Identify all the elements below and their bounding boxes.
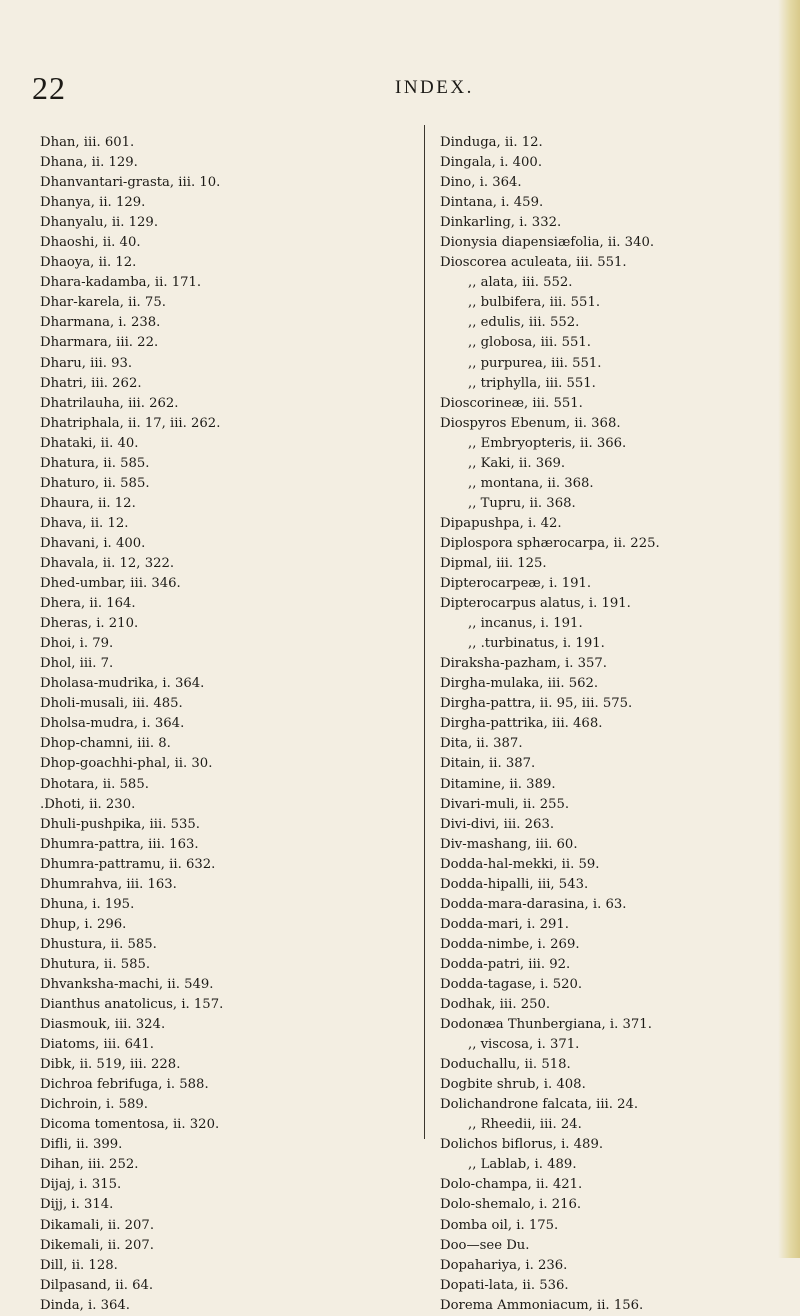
index-entry: ,, incanus, i. 191.	[468, 616, 583, 632]
index-entry: Dhutura, ii. 585.	[40, 956, 151, 972]
index-entry: Dhustura, ii. 585.	[40, 936, 157, 952]
page-number: 22	[32, 70, 66, 106]
index-entry: Dhavala, ii. 12, 322.	[40, 555, 175, 571]
index-entry: .Dhoti, ii. 230.	[40, 796, 136, 812]
index-entry: Dopahariya, i. 236.	[440, 1257, 568, 1273]
index-entry: Dita, ii. 387.	[440, 736, 523, 752]
index-entry: Divi-divi, iii. 263.	[440, 816, 555, 832]
index-entry: Dipmal, iii. 125.	[440, 555, 547, 571]
index-entry: Dhara-kadamba, ii. 171.	[40, 275, 202, 291]
index-entry: Dinda, i. 364.	[40, 1297, 130, 1313]
index-entry: Dipapushpa, i. 42.	[440, 515, 562, 531]
index-entry: ,, .turbinatus, i. 191.	[468, 636, 605, 652]
index-entry: Ditain, ii. 387.	[440, 756, 536, 772]
index-entry: Dhuna, i. 195.	[40, 896, 135, 912]
index-entry: Dichroin, i. 589.	[40, 1097, 148, 1113]
index-entry: Dhaoya, ii. 12.	[40, 255, 137, 271]
index-entry: Dhuli-pushpika, iii. 535.	[40, 816, 200, 832]
index-entry: Divari-muli, ii. 255.	[440, 796, 570, 812]
index-entry: Dhataki, ii. 40.	[40, 435, 139, 451]
index-entry: Dolo-shemalo, i. 216.	[440, 1197, 582, 1213]
index-entry: Dionysia diapensiæfolia, ii. 340.	[440, 235, 655, 251]
index-entry: Dhaturo, ii. 585.	[40, 475, 150, 491]
index-entry: Dhanvantari-grasta, iii. 10.	[40, 175, 221, 191]
index-column-left	[40, 133, 400, 1316]
index-entry: Dolichandrone falcata, iii. 24.	[440, 1097, 639, 1113]
index-entry: Dhumrahva, iii. 163.	[40, 876, 177, 892]
index-entry: Dikemali, ii. 207.	[40, 1237, 154, 1253]
index-entry: ,, Kaki, ii. 369.	[468, 455, 566, 471]
index-entry: ,, viscosa, i. 371.	[468, 1037, 580, 1053]
index-entry: Div-mashang, iii. 60.	[440, 836, 578, 852]
index-entry: Dhar-karela, ii. 75.	[40, 295, 166, 311]
index-entry: Dodhak, iii. 250.	[440, 997, 551, 1013]
index-entry: Dichroa febrifuga, i. 588.	[40, 1077, 209, 1093]
index-entry: ,, triphylla, iii. 551.	[468, 375, 596, 391]
index-entry: ,, globosa, iii. 551.	[468, 335, 591, 351]
index-entry: Diospyros Ebenum, ii. 368.	[440, 415, 621, 431]
index-entry: Dirgha-pattra, ii. 95, iii. 575.	[440, 696, 633, 712]
index-entry: Dhava, ii. 12.	[40, 515, 129, 531]
index-entry: Dikamali, ii. 207.	[40, 1217, 155, 1233]
index-entry: Ditamine, ii. 389.	[440, 776, 556, 792]
index-entry: Dodda-patri, iii. 92.	[440, 956, 571, 972]
index-entry: Dodda-mari, i. 291.	[440, 916, 569, 932]
index-entry: Dilpasand, ii. 64.	[40, 1277, 154, 1293]
index-entry: Dhera, ii. 164.	[40, 596, 136, 612]
page-header	[0, 68, 800, 108]
index-entry: Dhop-chamni, iii. 8.	[40, 736, 171, 752]
index-entry: Dioscorea aculeata, iii. 551.	[440, 255, 627, 271]
index-entry: Dodda-hal-mekki, ii. 59.	[440, 856, 600, 872]
index-entry: Dhol, iii. 7.	[40, 656, 114, 672]
index-entry: Dill, ii. 128.	[40, 1257, 118, 1273]
index-entry: ,, montana, ii. 368.	[468, 475, 594, 491]
index-entry: Dheras, i. 210.	[40, 616, 139, 632]
index-entry: ,, Tupru, ii. 368.	[468, 495, 576, 511]
index-entry: Dodda-nimbe, i. 269.	[440, 936, 580, 952]
index-entry: Dodda-mara-darasina, i. 63.	[440, 896, 627, 912]
index-entry: Dholsa-mudra, i. 364.	[40, 716, 185, 732]
index-entry: Dholasa-mudrika, i. 364.	[40, 676, 205, 692]
column-divider	[424, 125, 425, 1139]
index-entry: Domba oil, i. 175.	[440, 1217, 559, 1233]
index-entry: Dhatrilauha, iii. 262.	[40, 395, 179, 411]
index-entry: Dhvanksha-machi, ii. 549.	[40, 976, 214, 992]
index-entry: Diasmouk, iii. 324.	[40, 1017, 166, 1033]
index-entry: Dijj, i. 314.	[40, 1197, 114, 1213]
index-entry: ,, purpurea, iii. 551.	[468, 355, 602, 371]
index-entry: Dingala, i. 400.	[440, 155, 543, 171]
index-entry: Dhaura, ii. 12.	[40, 495, 136, 511]
index-entry: Dipterocarpeæ, i. 191.	[440, 576, 592, 592]
index-entry: Dino, i. 364.	[440, 175, 522, 191]
index-entry: Doo—see Du.	[440, 1237, 530, 1253]
index-entry: Difli, ii. 399.	[40, 1137, 123, 1153]
index-entry: Dhaoshi, ii. 40.	[40, 235, 141, 251]
index-entry: Dhoi, i. 79.	[40, 636, 114, 652]
index-entry: Dinduga, ii. 12.	[440, 135, 543, 150]
index-entry: Dioscorineæ, iii. 551.	[440, 395, 583, 411]
index-entry: Dhavani, i. 400.	[40, 535, 146, 551]
index-entry: Dhup, i. 296.	[40, 916, 127, 932]
index-entry: ,, alata, iii. 552.	[468, 275, 573, 291]
index-entry: ,, edulis, iii. 552.	[468, 315, 580, 331]
index-entry: Dopati-lata, ii. 536.	[440, 1277, 569, 1293]
index-column-right	[440, 133, 800, 1316]
index-entry: Dijaj, i. 315.	[40, 1177, 122, 1193]
index-entry: Dinkarling, i. 332.	[440, 215, 562, 231]
index-entry: Dhana, ii. 129.	[40, 155, 138, 171]
index-entry: ,, Lablab, i. 489.	[468, 1157, 577, 1173]
index-entry: ,, bulbifera, iii. 551.	[468, 295, 601, 311]
index-entry: Diraksha-pazham, i. 357.	[440, 656, 607, 672]
index-entry: Dolo-champa, ii. 421.	[440, 1177, 583, 1193]
index-entry: Doduchallu, ii. 518.	[440, 1057, 571, 1073]
index-entry: Dicoma tomentosa, ii. 320.	[40, 1117, 220, 1133]
index-entry: Dholi-musali, iii. 485.	[40, 696, 183, 712]
index-entry: Dhanya, ii. 129.	[40, 195, 146, 211]
index-entry: Dodda-tagase, i. 520.	[440, 976, 583, 992]
index-entry: Dipterocarpus alatus, i. 191.	[440, 596, 631, 612]
index-entry: Dirgha-mulaka, iii. 562.	[440, 676, 599, 692]
index-entry: Dharmana, i. 238.	[40, 315, 161, 331]
index-entry: ,, Embryopteris, ii. 366.	[468, 435, 627, 451]
index-entry: Dodonæa Thunbergiana, i. 371.	[440, 1017, 652, 1033]
index-entry: Dogbite shrub, i. 408.	[440, 1077, 586, 1093]
index-entry: Dharu, iii. 93.	[40, 355, 133, 371]
index-entry: ,, Rheedii, iii. 24.	[468, 1117, 582, 1133]
index-entry: Dhatri, iii. 262.	[40, 375, 142, 391]
index-entry: Dianthus anatolicus, i. 157.	[40, 997, 224, 1013]
index-entry: Dibk, ii. 519, iii. 228.	[40, 1057, 181, 1073]
index-entry: Dihan, iii. 252.	[40, 1157, 139, 1173]
index-entry: Dhop-goachhi-phal, ii. 30.	[40, 756, 213, 772]
running-title: INDEX.	[395, 77, 474, 98]
index-entry: Diplospora sphærocarpa, ii. 225.	[440, 535, 660, 551]
index-entry: Diatoms, iii. 641.	[40, 1037, 154, 1053]
index-entry: Dhumra-pattra, iii. 163.	[40, 836, 199, 852]
index-entry: Dhan, iii. 601.	[40, 135, 135, 150]
index-entry: Dhotara, ii. 585.	[40, 776, 149, 792]
index-entry: Dirgha-pattrika, iii. 468.	[440, 716, 603, 732]
index-entry: Dolichos biflorus, i. 489.	[440, 1137, 604, 1153]
index-entry: Dodda-hipalli, iii, 543.	[440, 876, 589, 892]
index-entry: Dhatura, ii. 585.	[40, 455, 150, 471]
index-entry: Dintana, i. 459.	[440, 195, 544, 211]
index-entry: Dharmara, iii. 22.	[40, 335, 159, 351]
index-entry: Dhed-umbar, iii. 346.	[40, 576, 181, 592]
index-entry: Dhumra-pattramu, ii. 632.	[40, 856, 216, 872]
index-entry: Dhanyalu, ii. 129.	[40, 215, 159, 231]
index-entry: Dorema Ammoniacum, ii. 156.	[440, 1297, 644, 1313]
index-entry: Dhatriphala, ii. 17, iii. 262.	[40, 415, 221, 431]
